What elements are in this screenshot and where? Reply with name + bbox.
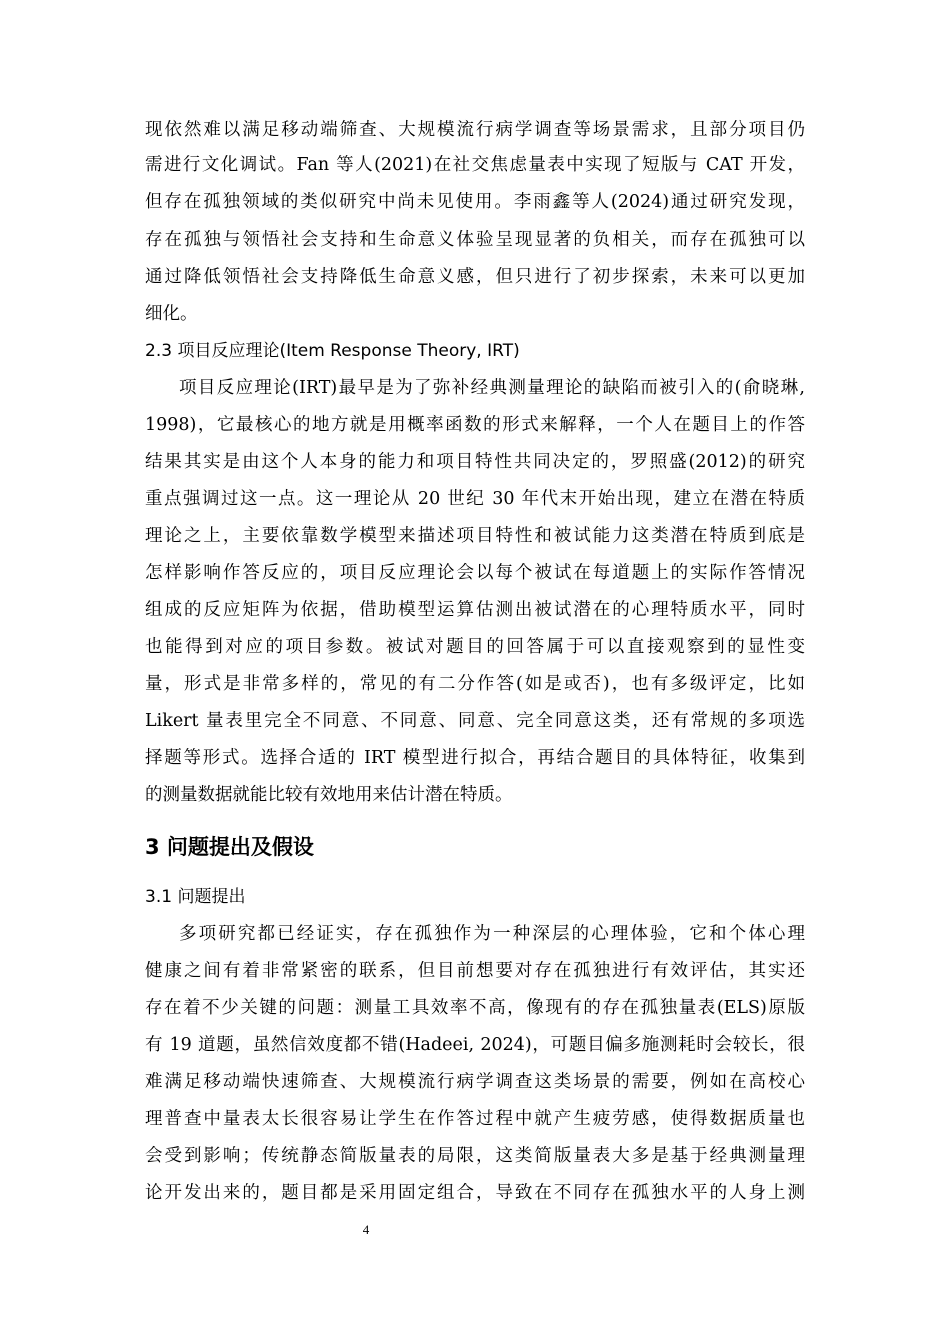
body-text-line: 存在孤独与领悟社会支持和生命意义体验呈现显著的负相关，而存在孤独可以 xyxy=(145,230,805,250)
body-text-line: 细化。 xyxy=(145,304,198,324)
body-text-line: 量，形式是非常多样的，常见的有二分作答(如是或否)，也有多级评定，比如 xyxy=(145,674,805,694)
page-number: 4 xyxy=(362,1222,370,1237)
section-heading-2-3: 2.3 项目反应理论(Item Response Theory, IRT) xyxy=(145,341,520,361)
body-text-line: 多项研究都已经证实，存在孤独作为一种深层的心理体验，它和个体心理 xyxy=(179,924,805,944)
section-heading-3-1: 3.1 问题提出 xyxy=(145,887,246,907)
body-text-line: 会受到影响；传统静态简版量表的局限，这类简版量表大多是基于经典测量理 xyxy=(145,1146,805,1166)
body-text-line: 结果其实是由这个人本身的能力和项目特性共同决定的，罗照盛(2012)的研究 xyxy=(145,452,805,472)
body-text-line: 有 19 道题，虽然信效度都不错(Hadeei, 2024)，可题目偏多施测耗时会较长，很 xyxy=(145,1035,805,1055)
body-text-line: 需进行文化调试。Fan 等人(2021)在社交焦虑量表中实现了短版与 CAT 开发， xyxy=(145,155,805,175)
body-text-line: 项目反应理论(IRT)最早是为了弥补经典测量理论的缺陷而被引入的(俞晓琳, xyxy=(179,378,805,398)
body-text-line: 论开发出来的，题目都是采用固定组合，导致在不同存在孤独水平的人身上测 xyxy=(145,1183,805,1203)
body-text-line: 理论之上，主要依靠数学模型来描述项目特性和被试能力这类潜在特质到底是 xyxy=(145,526,805,546)
body-text-line: 重点强调过这一点。这一理论从 20 世纪 30 年代末开始出现，建立在潜在特质 xyxy=(145,489,805,509)
body-text-line: 现依然难以满足移动端筛查、大规模流行病学调查等场景需求，且部分项目仍 xyxy=(145,120,805,140)
body-text-line: 怎样影响作答反应的，项目反应理论会以每个被试在每道题上的实际作答情况 xyxy=(145,563,805,583)
body-text-line: 健康之间有着非常紧密的联系，但目前想要对存在孤独进行有效评估，其实还 xyxy=(145,961,805,981)
body-text-line: 存在着不少关键的问题：测量工具效率不高，像现有的存在孤独量表(ELS)原版 xyxy=(145,998,805,1018)
body-text-line: 但存在孤独领域的类似研究中尚未见使用。李雨鑫等人(2024)通过研究发现， xyxy=(145,192,805,212)
body-text-line: 的测量数据就能比较有效地用来估计潜在特质。 xyxy=(145,785,513,805)
section-heading-3: 3 问题提出及假设 xyxy=(145,835,314,859)
body-text-line: 择题等形式。选择合适的 IRT 模型进行拟合，再结合题目的具体特征，收集到 xyxy=(145,748,805,768)
body-text-line: 组成的反应矩阵为依据，借助模型运算估测出被试潜在的心理特质水平，同时 xyxy=(145,600,805,620)
body-text-line: 通过降低领悟社会支持降低生命意义感，但只进行了初步探索，未来可以更加 xyxy=(145,267,805,287)
body-text-line: Likert 量表里完全不同意、不同意、同意、完全同意这类，还有常规的多项选 xyxy=(145,711,805,731)
body-text-line: 难满足移动端快速筛查、大规模流行病学调查这类场景的需要，例如在高校心 xyxy=(145,1072,805,1092)
body-text-line: 也能得到对应的项目参数。被试对题目的回答属于可以直接观察到的显性变 xyxy=(145,637,805,657)
body-text-line: 1998)，它最核心的地方就是用概率函数的形式来解释，一个人在题目上的作答 xyxy=(145,415,805,435)
body-text-line: 理普查中量表太长很容易让学生在作答过程中就产生疲劳感，使得数据质量也 xyxy=(145,1109,805,1129)
